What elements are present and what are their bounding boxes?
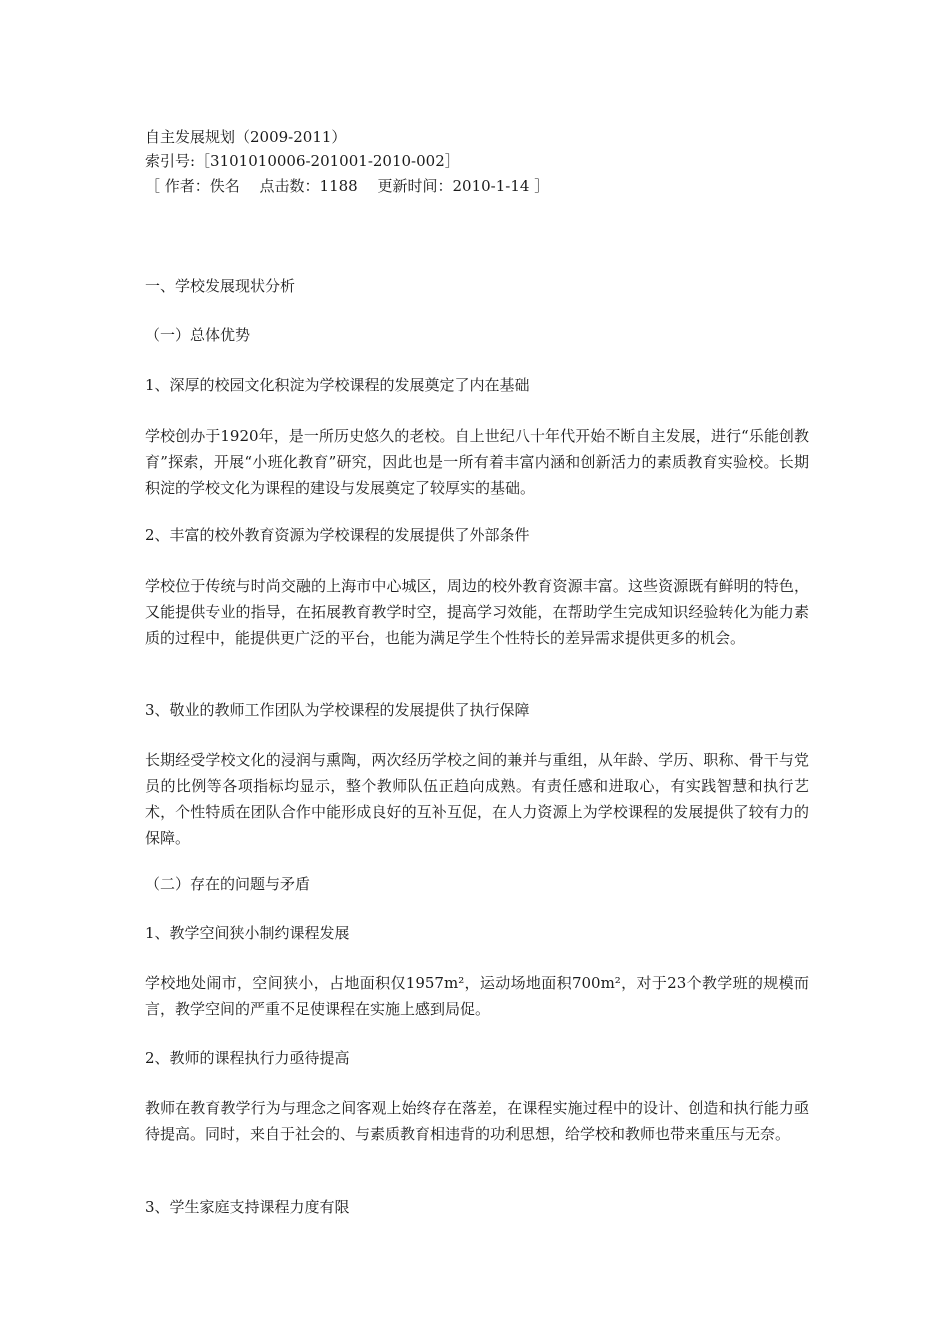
index-number: 索引号:［3101010006-201001-2010-002］ [145,152,460,170]
subsection-heading: （二）存在的问题与矛盾 [145,875,311,893]
paragraph: 学校位于传统与时尚交融的上海市中心城区，周边的校外教育资源丰富。这些资源既有鲜明的特色，又能提供专业的指导，在拓展教育教学时空，提高学习效能，在帮助学生完成知识经验转化为能力素质的过程中，能提供更广泛的平台，也能为满足学生个性特长的差异需求提供更多的机会。 [145,577,809,647]
section-heading: 一、学校发展现状分析 [145,277,296,295]
item-heading: 2、教师的课程执行力亟待提高 [145,1049,350,1067]
article-meta: ［ 作者：佚名 点击数：1188 更新时间：2010-1-14 ］ [145,177,550,195]
document-title: 自主发展规划（2009-2011） [145,128,347,146]
item-heading: 1、教学空间狭小制约课程发展 [145,924,350,942]
item-heading: 2、丰富的校外教育资源为学校课程的发展提供了外部条件 [145,526,530,544]
paragraph: 教师在教育教学行为与理念之间客观上始终存在落差，在课程实施过程中的设计、创造和执行能力亟待提高。同时，来自于社会的、与素质教育相违背的功利思想，给学校和教师也带来重压与无奈。 [145,1099,809,1143]
item-heading: 3、学生家庭支持课程力度有限 [145,1198,350,1216]
item-heading: 1、深厚的校园文化积淀为学校课程的发展奠定了内在基础 [145,376,530,394]
paragraph: 学校创办于1920年，是一所历史悠久的老校。自上世纪八十年代开始不断自主发展，进行“乐能创教育”探索，开展“小班化教育”研究，因此也是一所有着丰富内涵和创新活力的素质教育实验校。长期积淀的学校文化为课程的建设与发展奠定了较厚实的基础。 [145,427,809,497]
paragraph: 长期经受学校文化的浸润与熏陶，两次经历学校之间的兼并与重组，从年龄、学历、职称、骨干与党员的比例等各项指标均显示，整个教师队伍正趋向成熟。有责任感和进取心，有实践智慧和执行艺术，个性特质在团队合作中能形成良好的互补互促，在人力资源上为学校课程的发展提供了较有力的保障。 [145,751,809,847]
item-heading: 3、敬业的教师工作团队为学校课程的发展提供了执行保障 [145,701,530,719]
subsection-heading: （一）总体优势 [145,326,251,344]
paragraph: 学校地处闹市，空间狭小，占地面积仅1957m²，运动场地面积700m²，对于23个教学班的规模而言，教学空间的严重不足使课程在实施上感到局促。 [145,974,809,1018]
